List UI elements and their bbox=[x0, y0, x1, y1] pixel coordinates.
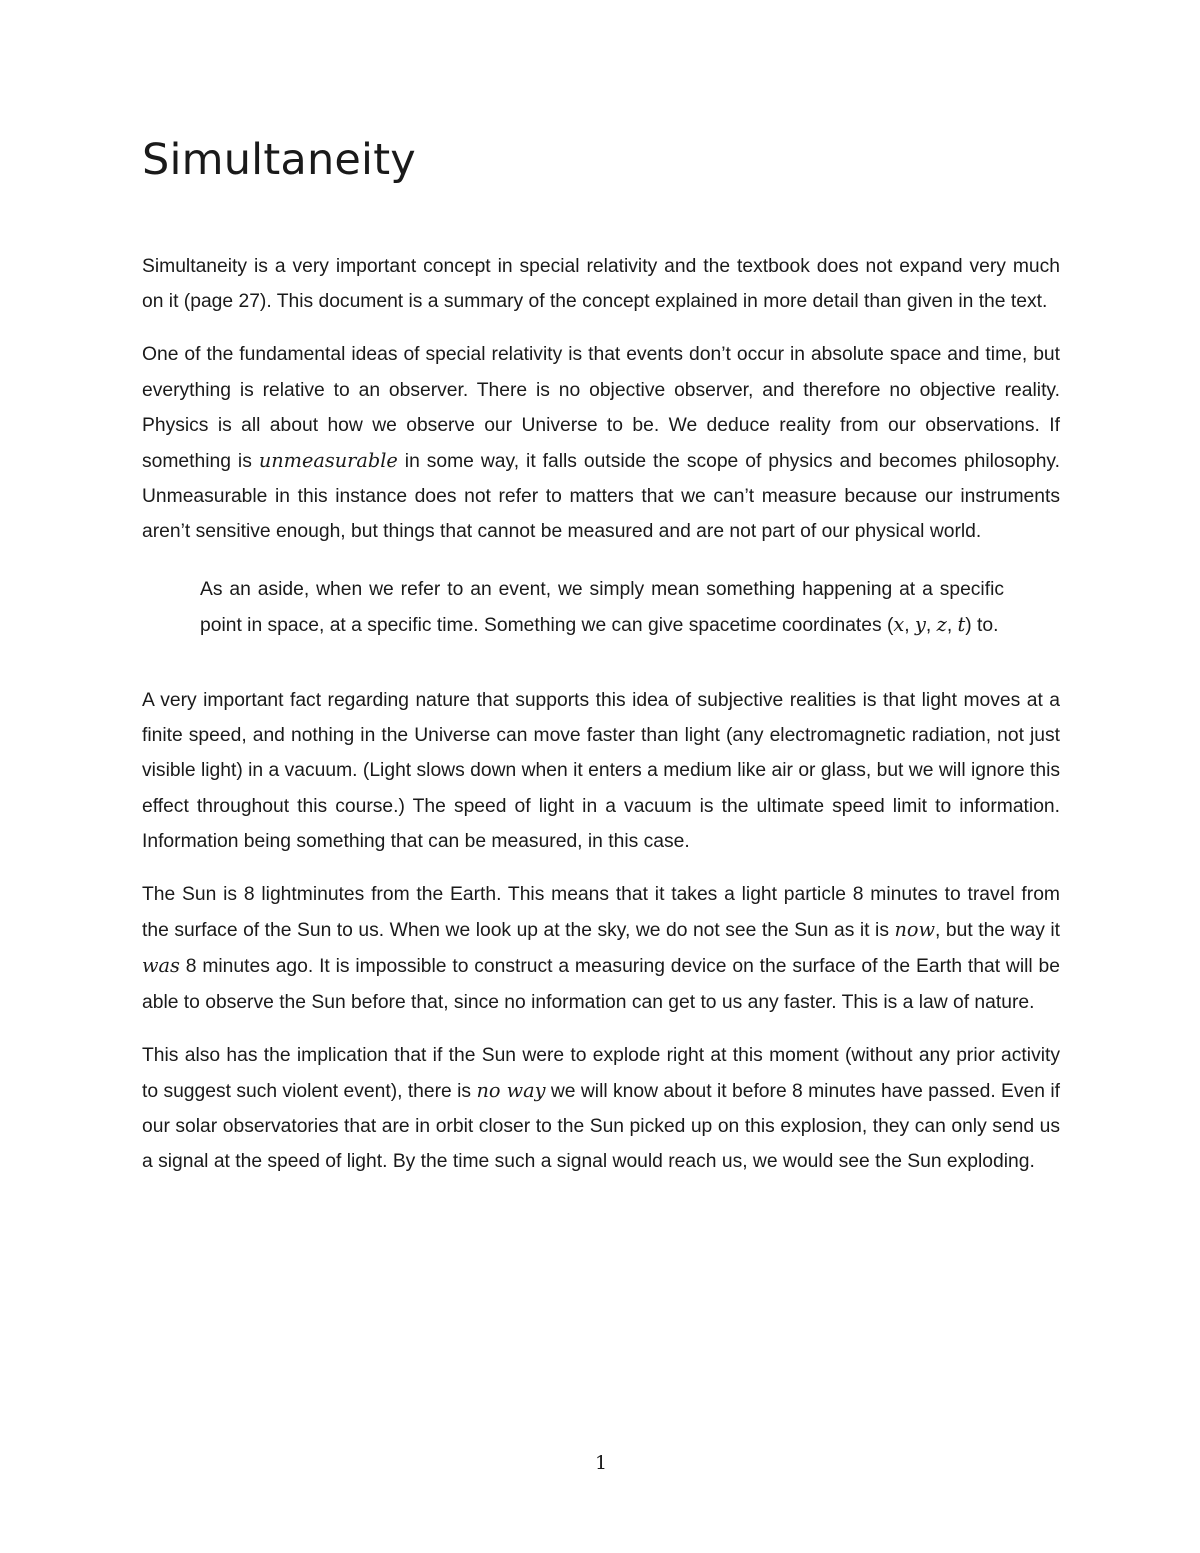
paragraph-intro bbox=[142, 249, 1060, 319]
document-title: Simultaneity bbox=[142, 135, 416, 185]
aside-separator: , bbox=[925, 614, 937, 636]
paragraph-relativity-text-1: One of the fundamental ideas of special relativity is that events don’t occur in absolute space and time, but everything is relative to an observer. There is no objective observer, and therefore no objective reality. Physics is all about how we observe our Universe to be. We deduce reality from our observations. If something is bbox=[142, 344, 1060, 473]
aside-separator: , bbox=[946, 614, 958, 636]
emphasis-now: now bbox=[894, 918, 936, 942]
paragraph-explosion-text-1: This also has the implication that if the Sun were to explode right at this moment (without any prior activity to suggest such violent event), there is bbox=[142, 1044, 1060, 1103]
paragraph-sun-explosion bbox=[142, 1038, 1060, 1180]
paragraph-explosion-text-2: we will know about it before 8 minutes have passed. Even if our solar observatories that are in orbit closer to the Sun picked up on this explosion, they can only send us a signal at the speed of light. By the time such a signal would reach us, we would see the Sun exploding. bbox=[142, 1081, 1061, 1173]
paragraph-sun-text-3: 8 minutes ago. It is impossible to construct a measuring device on the surface of the Earth that will be able to observe the Sun before that, since no information can get to us any faster. This is a law of nature. bbox=[142, 956, 1060, 1013]
paragraph-relativity bbox=[142, 337, 1060, 549]
paragraph-sun-text-1: The Sun is 8 lightminutes from the Earth. This means that it takes a light particle 8 minutes to travel from the surface of the Sun to us. When we look up at the sky, we do not see the Sun as it is bbox=[142, 884, 1060, 942]
emphasis-unmeasurable: unmeasurable bbox=[258, 449, 398, 473]
paragraph-sun-text-2: , but the way it bbox=[935, 920, 1060, 942]
math-x: x bbox=[893, 612, 905, 636]
paragraph-relativity-text-2: in some way, it falls outside the scope of physics and becomes philosophy. Unmeasurable in this instance does not refer to matters that we can’t measure because our instruments aren’t sensitive enough, but things that cannot be measured and are not part of our physical world. bbox=[142, 451, 1060, 543]
math-t: t bbox=[957, 612, 966, 636]
math-z: z bbox=[936, 612, 947, 636]
aside-text-2: ) to. bbox=[965, 614, 999, 636]
emphasis-was: was bbox=[142, 954, 180, 978]
aside-event-definition bbox=[200, 572, 1004, 643]
math-y: y bbox=[915, 612, 926, 636]
emphasis-no-way: no way bbox=[476, 1079, 546, 1103]
paragraph-light-speed bbox=[142, 683, 1060, 859]
aside-text-1: As an aside, when we refer to an event, we simply mean something happening at a specific point in space, at a specific time. Something we can give spacetime coordinates ( bbox=[200, 578, 1004, 636]
document-body bbox=[142, 249, 1060, 1198]
aside-separator: , bbox=[904, 614, 916, 636]
paragraph-light-speed-text: A very important fact regarding nature that supports this idea of subjective realities is that light moves at a finite speed, and nothing in the Universe can move faster than light (any electromagnetic radiation, not just visible light) in a vacuum. (Light slows down when it enters a medium like air or glass, but we will ignore this effect throughout this course.) The speed of light in a vacuum is the ultimate speed limit to information. Information being something that can be measured, in this case. bbox=[142, 690, 1060, 852]
paragraph-intro-text: Simultaneity is a very important concept in special relativity and the textbook does not expand very much on it (page 27). This document is a summary of the concept explained in more detail than given in the text. bbox=[142, 256, 1060, 313]
page-number: 1 bbox=[594, 1452, 608, 1474]
paragraph-sun-distance bbox=[142, 877, 1060, 1020]
